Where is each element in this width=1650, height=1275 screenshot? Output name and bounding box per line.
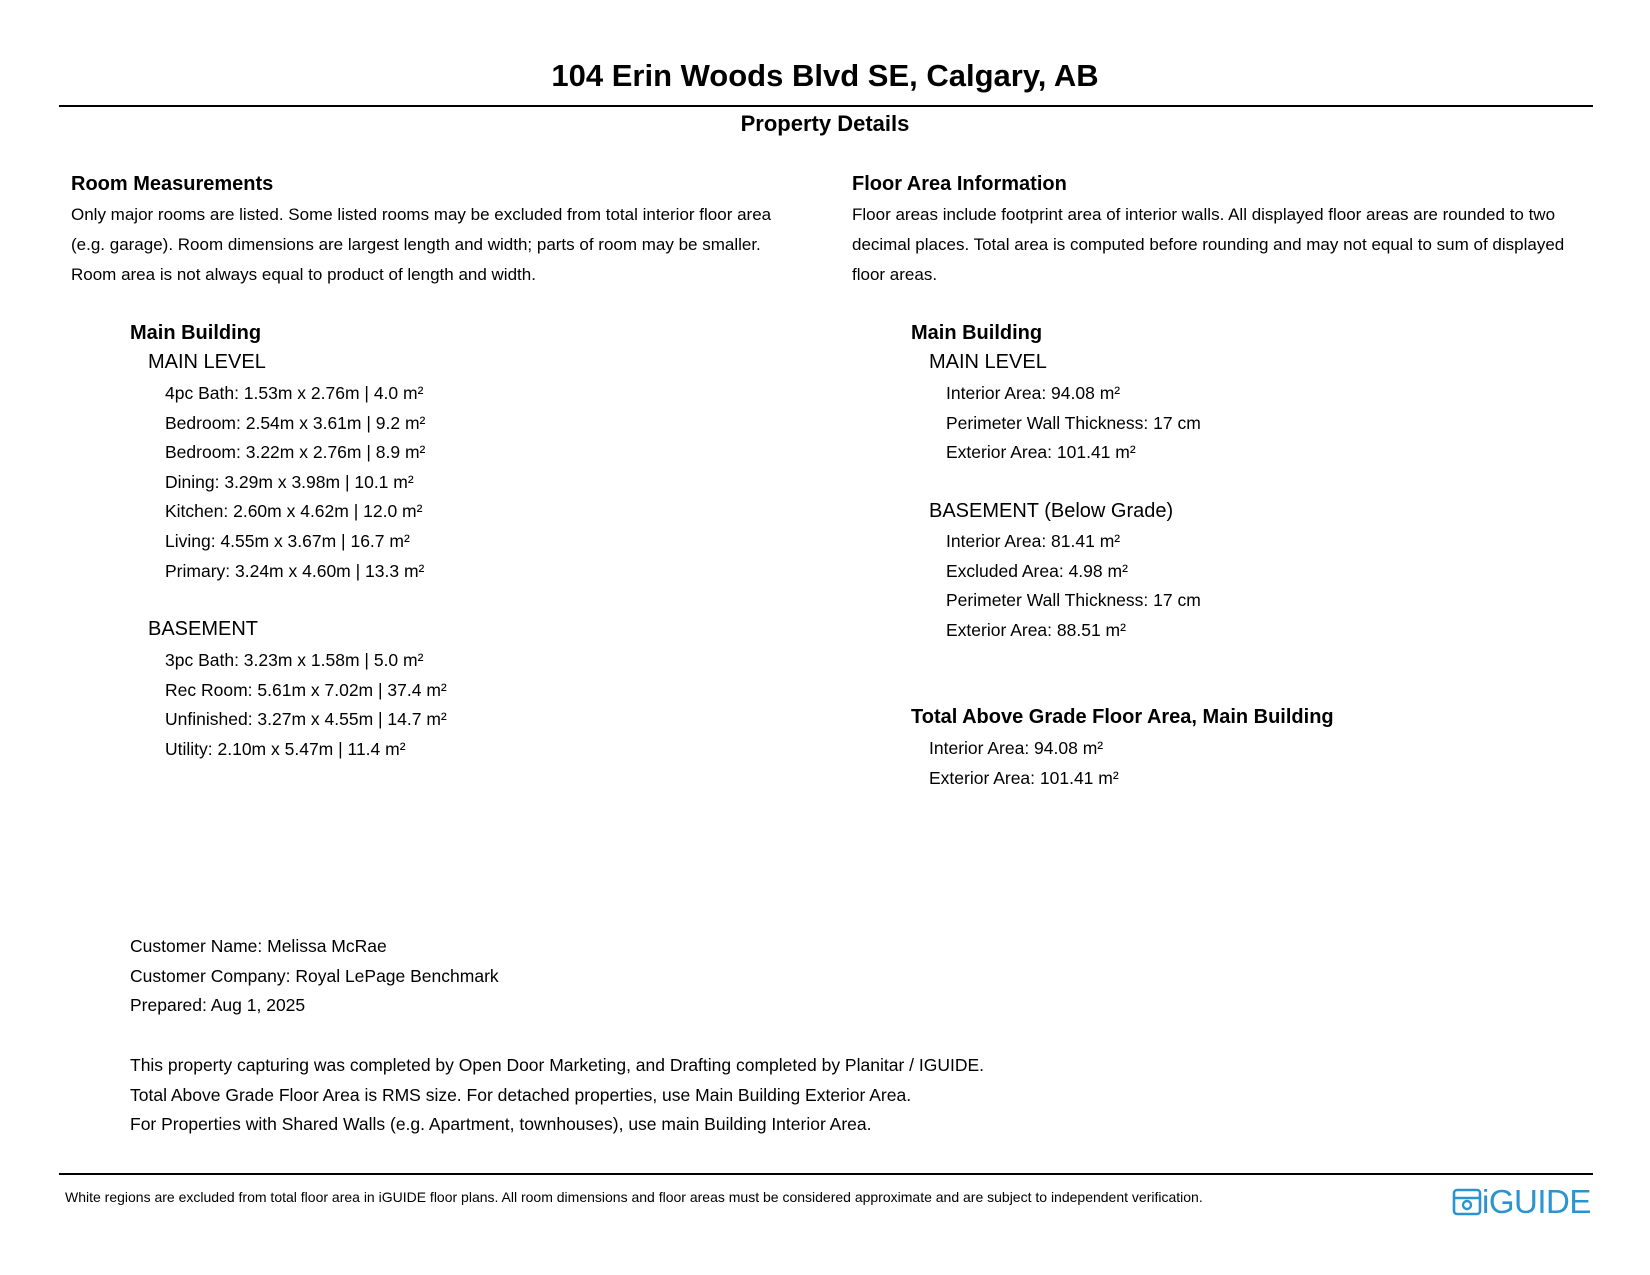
note-line: Total Above Grade Floor Area is RMS size. For detached properties, use Main Building Exterior Area.: [130, 1084, 912, 1105]
area-item: Exterior Area: 101.41 m²: [929, 767, 1119, 788]
description-line: floor areas.: [852, 265, 938, 284]
description-line: (e.g. garage). Room dimensions are largest length and width; parts of room may be smaller.: [71, 235, 761, 254]
room-item: Dining: 3.29m x 3.98m | 10.1 m²: [165, 471, 414, 492]
room-list-main: [165, 379, 425, 586]
room-item: Bedroom: 3.22m x 2.76m | 8.9 m²: [165, 442, 426, 463]
area-item: Perimeter Wall Thickness: 17 cm: [946, 590, 1201, 611]
area-item: Interior Area: 94.08 m²: [929, 738, 1104, 758]
area-item: Interior Area: 81.41 m²: [946, 531, 1121, 551]
area-item: Exterior Area: 88.51 m²: [946, 619, 1126, 640]
note-line: This property capturing was completed by Open Door Marketing, and Drafting completed by Planitar / IGUIDE.: [130, 1055, 985, 1075]
room-item: Unfinished: 3.27m x 4.55m | 14.7 m²: [165, 709, 447, 730]
room-item: Kitchen: 2.60m x 4.62m | 12.0 m²: [165, 501, 423, 522]
room-level-basement: BASEMENT: [148, 618, 259, 640]
floor-list-basement: [946, 527, 1201, 645]
footer-divider: [59, 1173, 1593, 1175]
room-measurements-heading: Room Measurements: [71, 173, 274, 195]
room-building-heading: Main Building: [130, 322, 262, 344]
room-item: Living: 4.55m x 3.67m | 16.7 m²: [165, 530, 410, 551]
floor-level-main: MAIN LEVEL: [929, 351, 1047, 373]
room-level-main: MAIN LEVEL: [148, 351, 266, 373]
total-area-heading: Total Above Grade Floor Area, Main Building: [911, 706, 1334, 728]
customer-name: Customer Name: Melissa McRae: [130, 936, 387, 956]
total-area-list: [929, 734, 1119, 793]
floor-building-heading: Main Building: [911, 322, 1043, 344]
prepared-date: Prepared: Aug 1, 2025: [130, 995, 306, 1016]
floor-list-main: [946, 379, 1201, 468]
room-item: Primary: 3.24m x 4.60m | 13.3 m²: [165, 560, 425, 581]
customer-info: [130, 932, 499, 1021]
room-list-basement: [165, 646, 447, 764]
room-item: Utility: 2.10m x 5.47m | 11.4 m²: [165, 738, 406, 759]
area-item: Exterior Area: 101.41 m²: [946, 442, 1136, 463]
floor-level-basement: BASEMENT (Below Grade): [929, 500, 1174, 522]
customer-company: Customer Company: Royal LePage Benchmark: [130, 965, 499, 986]
area-item: Perimeter Wall Thickness: 17 cm: [946, 412, 1201, 433]
iguide-camera-icon: [1452, 1187, 1482, 1217]
iguide-logo-text: iGUIDE: [1482, 1183, 1591, 1220]
notes: [130, 1051, 984, 1140]
floor-area-heading: Floor Area Information: [852, 173, 1067, 195]
floor-area-description: [852, 200, 1642, 290]
description-line: decimal places. Total area is computed before rounding and may not equal to sum of displayed: [852, 235, 1565, 254]
description-line: Only major rooms are listed. Some listed rooms may be excluded from total interior floor area: [71, 205, 772, 224]
room-item: 3pc Bath: 3.23m x 1.58m | 5.0 m²: [165, 650, 424, 670]
description-line: Floor areas include footprint area of interior walls. All displayed floor areas are rounded to two: [852, 205, 1556, 224]
room-item: 4pc Bath: 1.53m x 2.76m | 4.0 m²: [165, 383, 424, 403]
header-divider: [59, 105, 1593, 107]
iguide-logo: [1452, 1183, 1591, 1221]
room-measurements-description: [71, 200, 831, 290]
area-item: Excluded Area: 4.98 m²: [946, 560, 1128, 581]
room-item: Bedroom: 2.54m x 3.61m | 9.2 m²: [165, 412, 426, 433]
description-line: Room area is not always equal to product of length and width.: [71, 265, 536, 284]
note-line: For Properties with Shared Walls (e.g. Apartment, townhouses), use main Building Interior Area.: [130, 1114, 872, 1135]
room-item: Rec Room: 5.61m x 7.02m | 37.4 m²: [165, 679, 447, 700]
page-subtitle: Property Details: [740, 111, 910, 136]
page-title: 104 Erin Woods Blvd SE, Calgary, AB: [551, 58, 1099, 93]
footer-disclaimer: White regions are excluded from total floor area in iGUIDE floor plans. All room dimensions and floor areas must be considered approximate and are subject to independent verification.: [65, 1189, 1203, 1205]
area-item: Interior Area: 94.08 m²: [946, 383, 1121, 403]
